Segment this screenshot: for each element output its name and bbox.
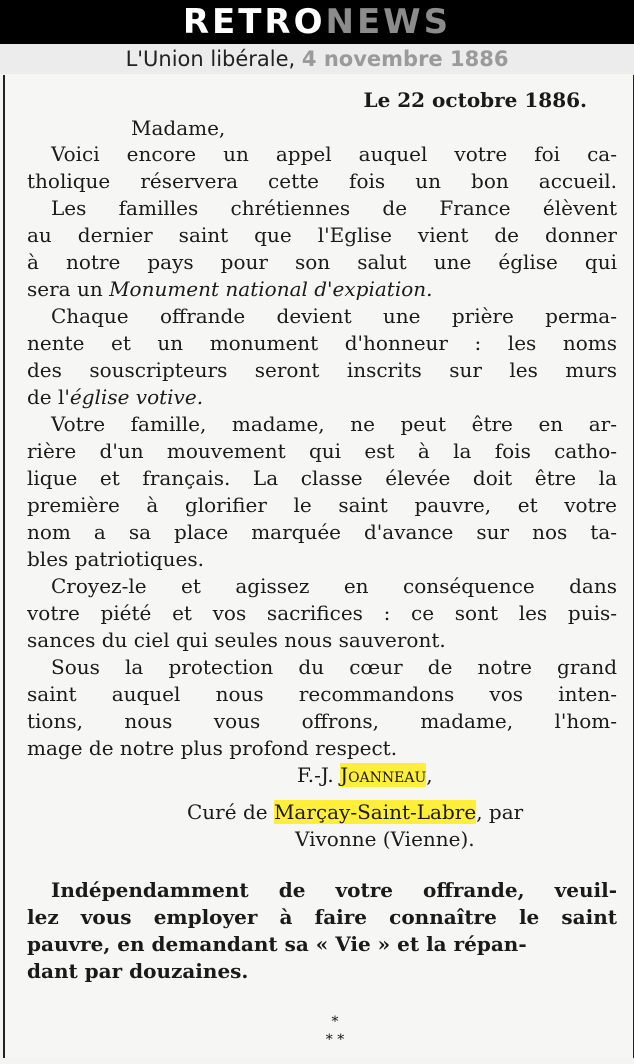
paragraph-line: au dernier saint que l'Eglise vient de donner (27, 223, 617, 247)
text-fragment: de l' (27, 385, 70, 409)
text-fragment: pauvre, en demandant sa (27, 932, 316, 956)
paragraph-line: première à glorifier le saint pauvre, et votre (27, 493, 617, 517)
signatory-title (27, 799, 617, 826)
paragraph-line: Votre famille, madame, ne peut être en ar- (51, 412, 617, 436)
signature-initials: F.-J. (297, 763, 341, 787)
paragraph-line: saint auquel nous recommandons vos inten- (27, 682, 617, 706)
signature-comma: , (426, 763, 433, 787)
place-name-highlight[interactable]: Marçay-Saint-Labre (273, 800, 477, 824)
postscript-line: Indépendamment de votre offrande, veuil- (51, 878, 617, 902)
logo-news: NEWS (325, 2, 452, 42)
publication-date: 4 novembre 1886 (301, 47, 509, 71)
source-line (0, 44, 634, 74)
postscript-line: dant par douzaines. (27, 959, 249, 983)
paragraph-line: nom a sa place marquée d'avance sur nos ta- (27, 520, 617, 544)
paragraph-line: votre piété et vos sacrifices : ce sont les puis- (27, 601, 617, 625)
signature-name-highlight[interactable]: Joanneau (340, 763, 427, 787)
postscript-line (27, 931, 617, 958)
paragraph-line (27, 384, 617, 411)
paragraph-line: rière d'un mouvement qui est à la fois catho- (27, 439, 617, 463)
paragraph-line: Chaque offrande devient une prière perma- (51, 304, 617, 328)
paragraph-line (27, 276, 617, 303)
monument-title: Monument national d'expiation. (109, 277, 433, 301)
title-prefix: Curé de (187, 800, 274, 824)
retronews-banner (0, 0, 634, 44)
paragraph-line: Croyez-le et agissez en conséquence dans (51, 574, 617, 598)
letter-dateline: Le 22 octobre 1886. (363, 88, 587, 112)
paragraph-line: bles patriotiques. (27, 547, 204, 571)
paragraph-line: tholique réservera cette fois un bon accueil. (27, 169, 617, 193)
paragraph-line: Les familles chrétiennes de France élèvent (51, 196, 617, 220)
paragraph-line: à notre pays pour son salut une église qui (27, 250, 617, 274)
asterism-bottom: * * (325, 1032, 345, 1048)
paragraph-line: Voici encore un appel auquel votre foi ca- (51, 142, 617, 166)
text-fragment: et la répan- (390, 932, 527, 956)
signature (27, 762, 617, 789)
paragraph-line: nente et un monument d'honneur : les noms (27, 331, 617, 355)
paragraph-line: lique et français. La classe élevée doit être la (27, 466, 617, 490)
asterism-top: * (331, 1014, 339, 1030)
postscript-line: lez vous employer à faire connaître le saint (27, 905, 617, 929)
newspaper-name: L'Union libérale, (125, 47, 296, 71)
logo-retro: RETRO (182, 2, 326, 42)
paragraph-line: Sous la protection du cœur de notre grand (51, 655, 617, 679)
paragraph-line: tions, nous vous offrons, madame, l'hom- (27, 709, 617, 733)
paragraph-line: mage de notre plus profond respect. (27, 736, 398, 760)
signatory-location: Vivonne (Vienne). (295, 827, 475, 851)
eglise-votive: église votive. (69, 385, 204, 409)
newspaper-clipping (3, 75, 634, 1058)
text-fragment: sera un (27, 277, 110, 301)
title-suffix: , par (476, 800, 524, 824)
paragraph-line: des souscripteurs seront inscrits sur les murs (27, 358, 617, 382)
letter-salutation: Madame, (131, 116, 226, 140)
vie-quote: « Vie » (315, 932, 391, 956)
paragraph-line: sances du ciel qui seules nous sauveront. (27, 628, 446, 652)
retronews-logo[interactable] (183, 4, 451, 40)
